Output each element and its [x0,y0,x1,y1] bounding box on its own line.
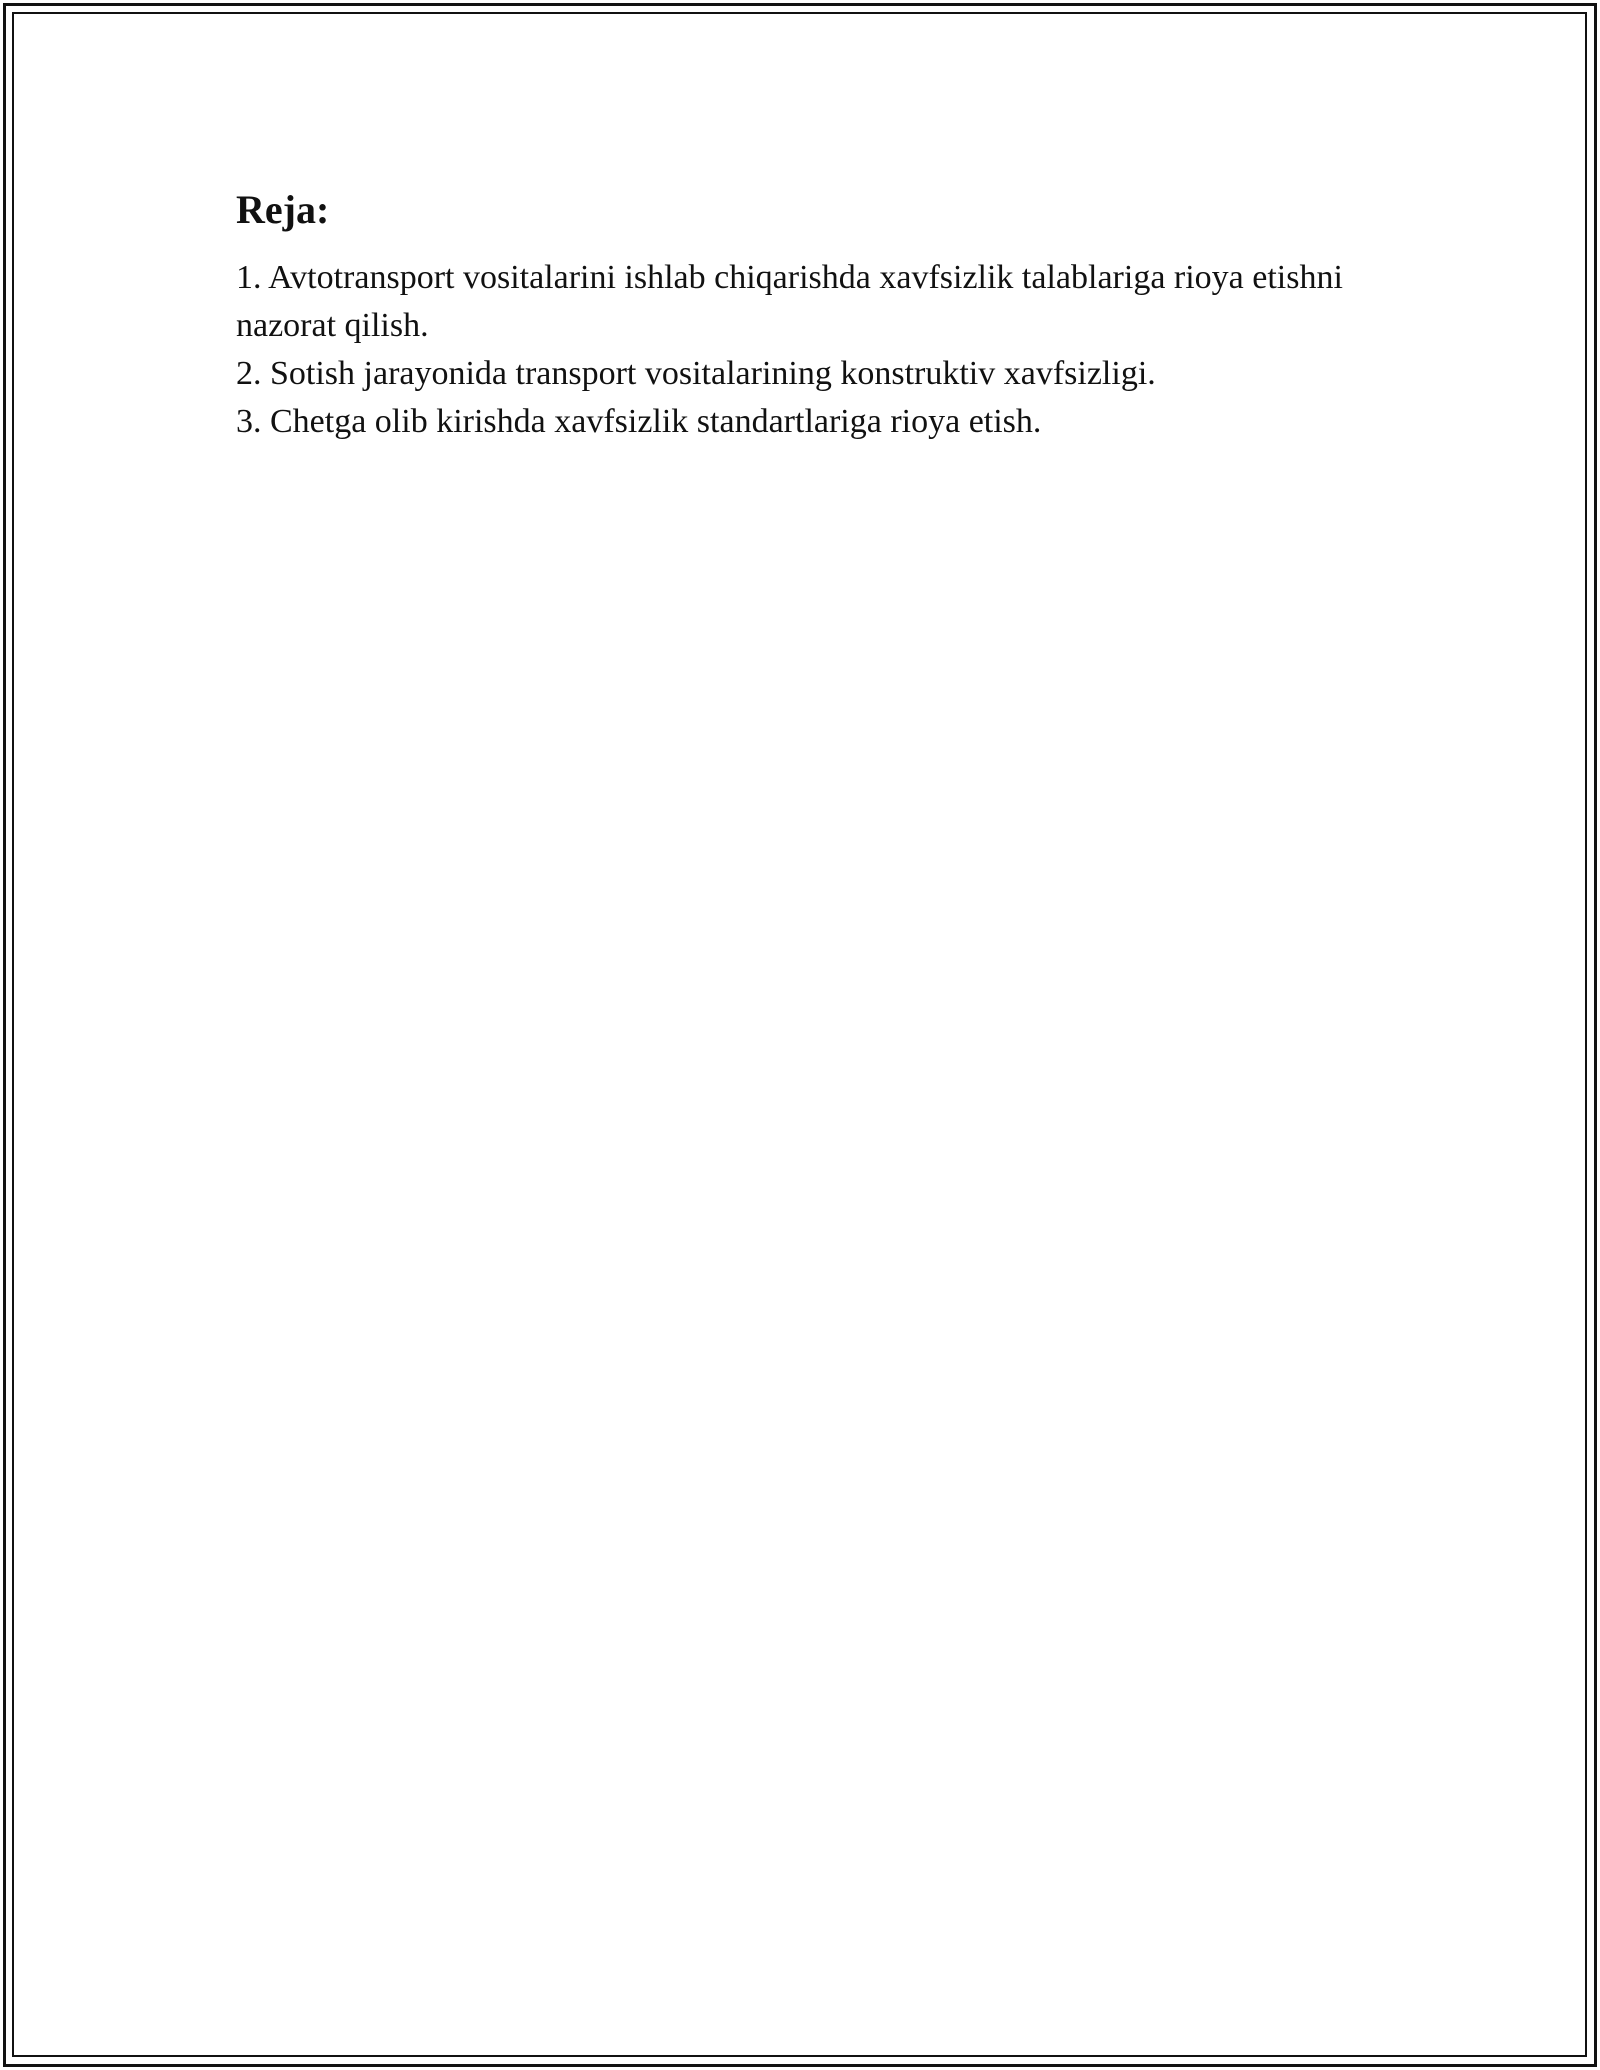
plan-list [236,254,1376,446]
plan-heading: Reja: [236,187,330,232]
document-body [236,186,1376,446]
plan-item-1: 1. Avtotransport vositalarini ishlab chiqarishda xavfsizlik talablariga rioya etishni nazorat qilish. [236,259,1343,344]
plan-item-3: 3. Chetga olib kirishda xavfsizlik standartlariga rioya etish. [236,403,1042,440]
plan-item-2: 2. Sotish jarayonida transport vositalarining konstruktiv xavfsizligi. [236,355,1156,392]
